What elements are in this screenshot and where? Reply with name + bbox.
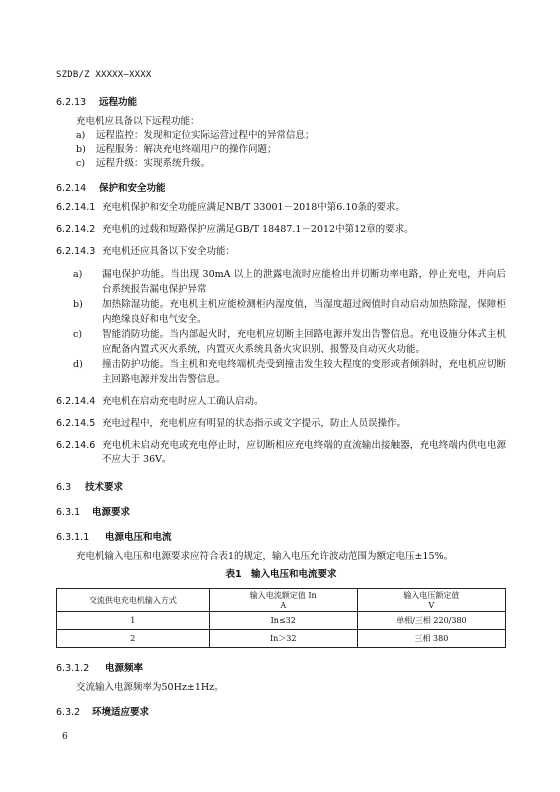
section-heading-6-3 [56,481,506,495]
section-title: 电源频率 [105,663,144,674]
clause-6-2-14-3: 6.2.14.3 充电机还应具备以下安全功能： [56,246,236,257]
clause-6-2-14-4: 6.2.14.4 充电机在启动充电时应人工确认启动。 [56,396,264,407]
document-header: SZDB/Z XXXXX—XXXX [56,70,152,80]
paragraph: 充电机应具备以下远程功能： [76,116,200,127]
section-heading-6-3-1 [56,506,506,520]
paragraph: 充电机输入电压和电源要求应符合表1的规定，输入电压允许波动范围为额定电压±15%。 [76,551,454,562]
page-number: 6 [62,732,68,742]
section-title: 环境适应要求 [92,707,150,718]
list-item: c) 智能消防功能。当内部起火时，充电机应切断主回路电源并发出告警信息。充电设施分体式主机应配备内置式灭火系统，内置灭火系统具备火灾识别、报警及自动灭火功能。 [73,329,506,355]
section-title: 电源电压和电流 [105,532,172,543]
section-heading-6-3-2 [56,706,506,720]
list-item: d) 撞击防护功能。当主机和充电终端机壳受到撞击发生较大程度的变形或者倾斜时，充电机应切断主回路电源并发出告警信息。 [73,359,506,385]
table-row: 1 In≤32 单相/三相 220/380 [57,612,506,630]
section-title: 电源要求 [92,507,131,518]
clause-6-2-14-5: 6.2.14.5 充电过程中，充电机应有明显的状态指示或文字提示，防止人员误操作。 [56,418,407,429]
table-header-cell: 输入电压额定值 V [357,589,505,612]
section-title: 保护和安全功能 [99,183,166,194]
section-number: 6.2.13 [56,97,87,108]
table-header-cell: 输入电流额定值 In A [209,589,357,612]
section-number: 6.3.1.2 [56,663,90,674]
table-title: 表1 输入电压和电流要求 [225,569,337,580]
section-heading-6-2-13 [56,96,506,110]
section-number: 6.2.14 [56,183,87,194]
list-item: a) 远程监控：发现和定位实际运营过程中的异常信息； [76,130,315,141]
list-item: b) 加热除湿功能。充电机主机应能检测柜内湿度值，当湿度超过阀值时自动启动加热除湿，保障柜内绝缘良好和电气安全。 [73,299,506,325]
section-heading-6-2-14 [56,182,506,196]
section-title: 远程功能 [99,97,138,108]
input-requirements-table [56,588,506,648]
section-number: 6.3.1.1 [56,532,90,543]
document-body [56,90,506,720]
list-item: b) 远程服务：解决充电终端用户的操作问题； [76,144,277,155]
list-item: a) 漏电保护功能。当出现 30mA 以上的泄露电流时应能检出并切断功率电路，停止充电，并向后台系统报告漏电保护异常 [73,269,506,295]
paragraph: 交流输入电源频率为50Hz±1Hz。 [76,682,224,693]
section-heading-6-3-1-1 [56,531,506,545]
section-number: 6.3.1 [56,507,81,518]
section-title: 技术要求 [85,482,124,493]
clause-6-2-14-6: 6.2.14.6 充电机未启动充电或充电停止时，应切断相应充电终端的直流输出接触器，充电终端内供电电源不应大于 36V。 [56,440,506,465]
clause-6-2-14-1: 6.2.14.1 充电机保护和安全功能应满足NB/T 33001－2018中第6.10条的要求。 [56,202,405,213]
table-header-cell: 交流供电充电机输入方式 [57,589,210,612]
clause-6-2-14-2: 6.2.14.2 充电机的过载和短路保护应满足GB/T 18487.1－2012中第12章的要求。 [56,224,414,235]
list-item: c) 远程升级：实现系统升级。 [76,158,211,169]
section-number: 6.3 [56,482,72,493]
section-number: 6.3.2 [56,707,81,718]
table-row: 2 In＞32 三相 380 [57,630,506,648]
section-heading-6-3-1-2 [56,662,506,676]
